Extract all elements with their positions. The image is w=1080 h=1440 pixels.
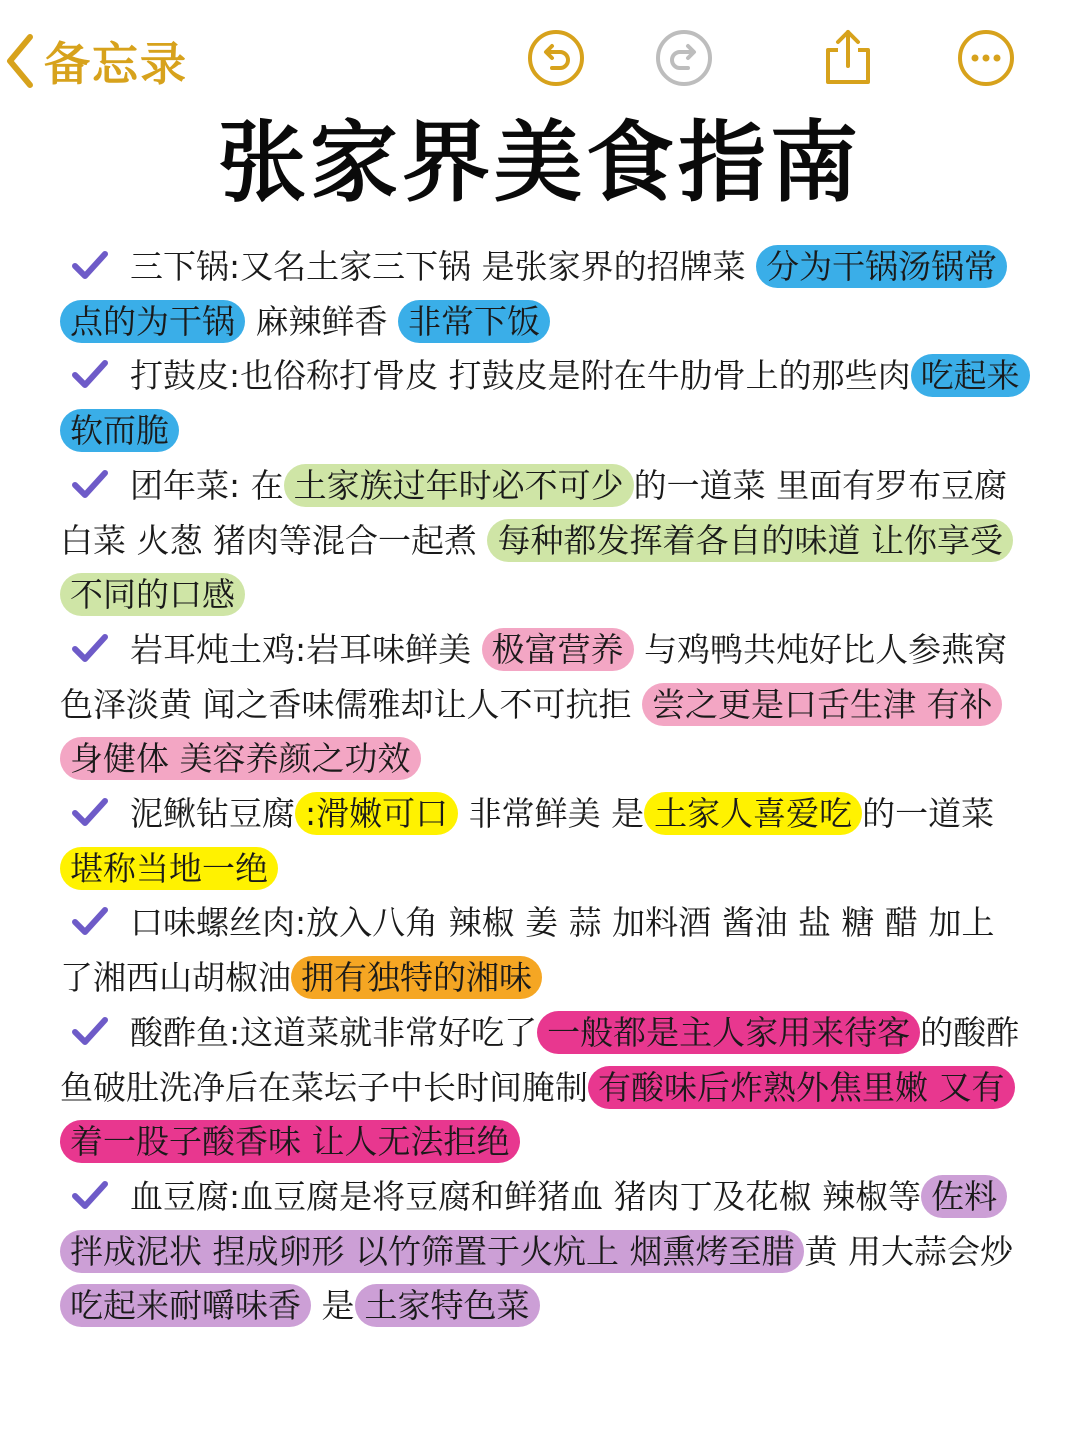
redo-icon <box>654 28 714 88</box>
entry-text: 打鼓皮:也俗称打骨皮 打鼓皮是附在牛肋骨上的那些肉 <box>130 356 911 396</box>
undo-button[interactable] <box>526 28 586 88</box>
more-button[interactable] <box>956 28 1016 88</box>
share-icon <box>818 28 878 88</box>
checkmark-icon <box>72 359 116 391</box>
highlight-text: 一般都是主人家用来待客 <box>537 1011 920 1054</box>
food-entry <box>60 787 1020 896</box>
entry-text: 口味螺丝肉:放入八角 辣椒 姜 蒜 加料酒 酱油 盐 糖 醋 加上了湘西山胡椒油 <box>60 903 995 998</box>
highlight-text: 佐料拌成泥状 捏成卵形 以竹筛置于火炕上 烟熏烤至腊 <box>60 1175 1007 1273</box>
highlight-text: 尝之更是口舌生津 有补身健体 美容养颜之功效 <box>60 683 1002 781</box>
highlight-text: 吃起来耐嚼味香 <box>60 1284 311 1327</box>
highlight-text: 非常下饭 <box>398 300 550 343</box>
highlight-text: :滑嫩可口 <box>295 792 458 835</box>
highlight-text: 堪称当地一绝 <box>60 847 278 890</box>
entry-text: 的一道菜 <box>862 794 995 834</box>
entry-text: 黄 用大蒜会炒 <box>804 1231 1013 1271</box>
highlight-text: 分为干锅汤锅常点的为干锅 <box>60 245 1007 343</box>
food-entry <box>60 1006 1020 1170</box>
back-label: 备忘录 <box>44 37 188 91</box>
food-entry <box>60 240 1020 349</box>
toolbar <box>0 0 1080 110</box>
highlight-text: 拥有独特的湘味 <box>291 956 542 999</box>
entry-text: 非常鲜美 是 <box>458 794 645 834</box>
note-body[interactable] <box>60 240 1020 1334</box>
more-icon <box>956 28 1016 88</box>
checkmark-icon <box>72 469 116 501</box>
highlight-text: 每种都发挥着各自的味道 让你享受不同的口感 <box>60 519 1013 617</box>
checkmark-icon <box>72 250 116 282</box>
highlight-text: 土家族过年时必不可少 <box>284 464 634 507</box>
entry-text: 血豆腐:血豆腐是将豆腐和鲜猪血 猪肉丁及花椒 辣椒等 <box>130 1176 922 1216</box>
entry-text: 团年菜: 在 <box>130 465 284 505</box>
checkmark-icon <box>72 797 116 829</box>
entry-text: 泥鳅钻豆腐 <box>130 794 295 834</box>
entry-text: 麻辣鲜香 <box>245 301 398 341</box>
food-entry <box>60 349 1020 458</box>
highlight-text: 吃起来软而脆 <box>60 354 1030 452</box>
entry-text: 是 <box>311 1286 355 1326</box>
highlight-text: 有酸味后炸熟外焦里嫩 又有着一股子酸香味 让人无法拒绝 <box>60 1066 1015 1164</box>
entry-text: 与鸡鸭共炖好比人参燕窝色泽淡黄 闻之香味儒雅却让人不可抗拒 <box>60 629 1008 724</box>
redo-button[interactable] <box>654 28 714 88</box>
food-entry <box>60 1170 1020 1334</box>
entry-text: 的一道菜 里面有罗布豆腐白菜 火葱 猪肉等混合一起煮 <box>60 465 1008 560</box>
highlight-text: 极富营养 <box>482 628 634 671</box>
food-entry <box>60 623 1020 787</box>
share-button[interactable] <box>818 28 878 88</box>
checkmark-icon <box>72 1016 116 1048</box>
entry-text: 酸酢鱼:这道菜就非常好吃了 <box>130 1012 538 1052</box>
checkmark-icon <box>72 1180 116 1212</box>
back-button[interactable] <box>2 28 188 94</box>
food-entry <box>60 896 1020 1005</box>
entry-text: 岩耳炖土鸡:岩耳味鲜美 <box>130 629 482 669</box>
highlight-text: 土家人喜爱吃 <box>644 792 862 835</box>
checkmark-icon <box>72 633 116 665</box>
entry-text: 的酸酢鱼破肚洗净后在菜坛子中长时间腌制 <box>60 1012 1020 1107</box>
entry-text: 三下锅:又名土家三下锅 是张家界的招牌菜 <box>130 247 757 286</box>
undo-icon <box>526 28 586 88</box>
page-title: 张家界美食指南 <box>217 111 862 214</box>
highlight-text: 土家特色菜 <box>355 1284 540 1327</box>
checkmark-icon <box>72 906 116 938</box>
food-entry <box>60 459 1020 623</box>
chevron-left-icon <box>2 31 38 91</box>
